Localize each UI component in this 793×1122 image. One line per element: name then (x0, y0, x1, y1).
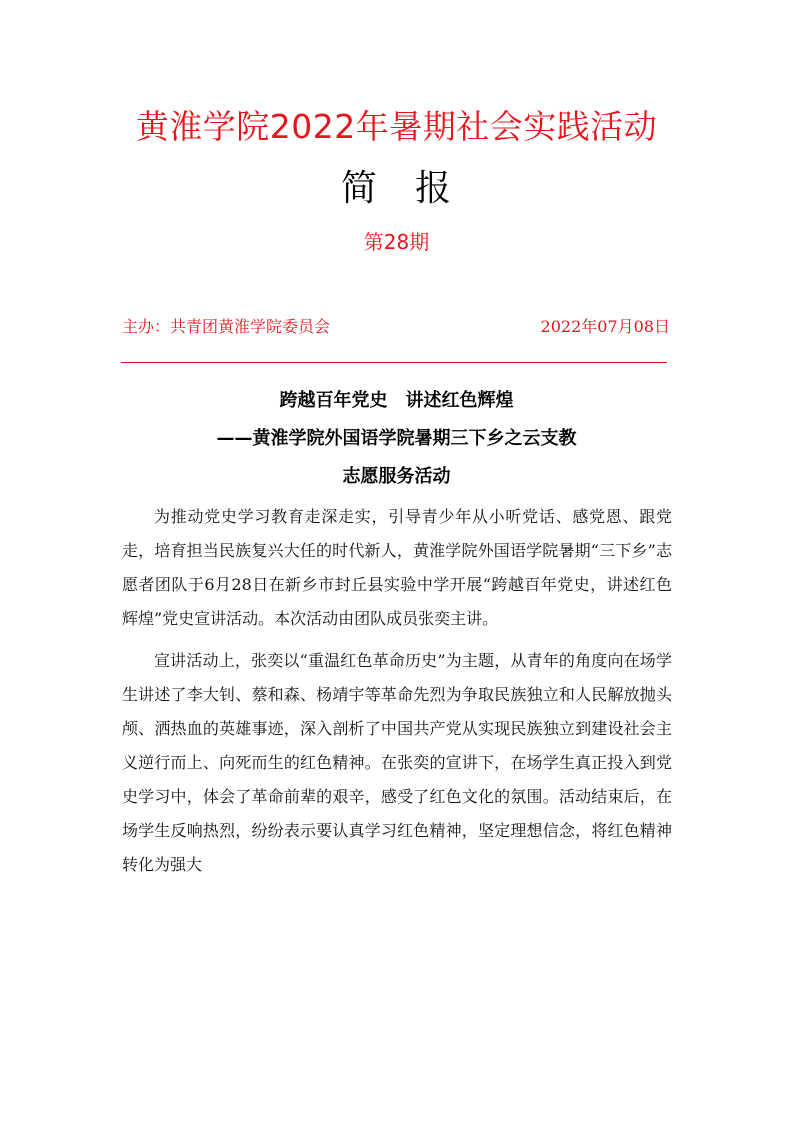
bulletin-sub-title: 简 报 (340, 168, 452, 209)
article-title (0, 382, 793, 496)
paragraph: 为推动党史学习教育走深走实，引导青少年从小听党话、感党恩、跟党走，培育担当民族复兴大任的时代新人，黄淮学院外国语学院暑期“三下乡”志愿者团队于6月28日在新乡市封丘县实验中学开展“跨越百年党史，讲述红色辉煌”党史宣讲活动。本次活动由团队成员张奕主讲。 (122, 507, 672, 628)
article-title-line-1: 跨越百年党史 讲述红色辉煌 (279, 390, 514, 411)
publish-date: 2022年07月08日 (540, 317, 670, 336)
paragraph: 宣讲活动上，张奕以“重温红色革命历史”为主题，从青年的角度向在场学生讲述了李大钊、蔡和森、杨靖宇等革命先烈为争取民族独立和人民解放抛头颅、洒热血的英雄事迹，深入剖析了中国共产党从实现民族独立到建设社会主义逆行而上、向死而生的红色精神。在张奕的宣讲下，在场学生真正投入到党史学习中，体会了革命前辈的艰辛，感受了红色文化的氛围。活动结束后，在场学生反响热烈，纷纷表示要认真学习红色精神，坚定理想信念，将红色精神转化为强大 (122, 651, 672, 874)
issue-number: 第28期 (363, 230, 430, 254)
article-title-line-3: 志愿服务活动 (342, 466, 451, 487)
article-body (122, 500, 672, 890)
bulletin-main-title: 黄淮学院2022年暑期社会实践活动 (135, 107, 658, 146)
article-title-line-2: ——黄淮学院外国语学院暑期三下乡之云支教 (216, 428, 577, 449)
meta-row (122, 314, 670, 340)
organizer-label: 主办：共青团黄淮学院委员会 (122, 317, 331, 336)
header-divider (121, 362, 667, 363)
